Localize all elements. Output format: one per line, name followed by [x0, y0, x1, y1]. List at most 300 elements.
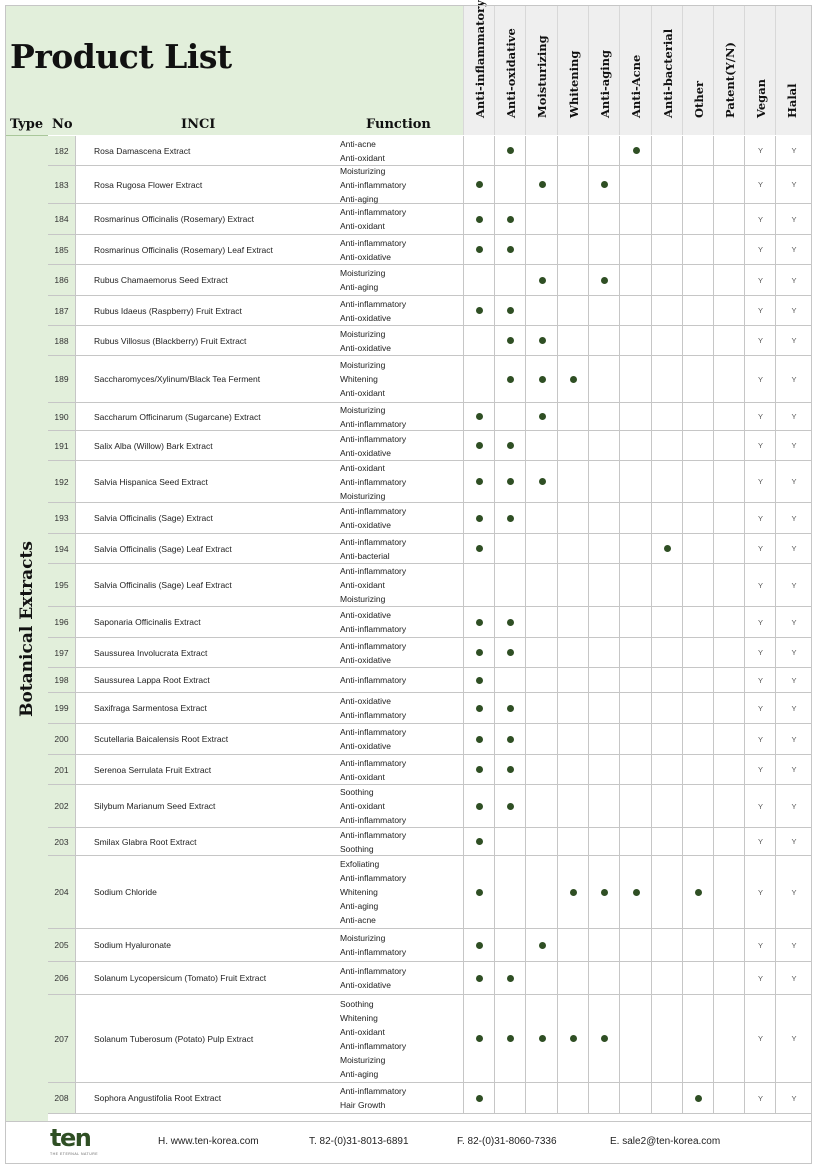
feature-cell — [463, 431, 495, 460]
feature-cell — [619, 668, 652, 692]
feature-dot-icon — [570, 1035, 577, 1042]
feature-dot-icon — [695, 1095, 702, 1102]
type-column — [5, 135, 48, 1122]
feature-cell — [557, 638, 589, 667]
feature-cell — [744, 265, 776, 295]
feature-cell — [463, 607, 495, 637]
function-item: Anti-oxidative — [340, 251, 392, 262]
feature-dot-icon — [476, 307, 483, 314]
function-item: Anti-inflammatory — [340, 873, 407, 883]
feature-cell — [463, 136, 495, 165]
feature-cell — [744, 461, 776, 502]
feature-cell — [525, 995, 558, 1082]
feature-dot-icon — [507, 442, 514, 449]
feature-dot-icon — [695, 889, 702, 896]
vegan-value: Y — [757, 703, 763, 713]
footer-email[interactable]: E. sale2@ten-korea.com — [610, 1136, 721, 1147]
feature-dot-icon — [539, 376, 546, 383]
feature-cell — [713, 403, 745, 430]
feature-cell — [588, 461, 620, 502]
feature-cell — [463, 204, 495, 234]
feature-cell — [525, 668, 558, 692]
feature-dot-icon — [664, 545, 671, 552]
halal-value: Y — [791, 180, 797, 189]
feature-dot-icon — [476, 677, 483, 684]
inci-name: Sodium Chloride — [75, 856, 335, 928]
feature-cell — [494, 962, 526, 994]
feature-cell — [619, 564, 652, 606]
feature-cell — [744, 693, 776, 723]
feature-cell — [557, 1083, 589, 1113]
feature-cell — [713, 503, 745, 533]
vegan-value: Y — [757, 336, 763, 345]
function-item: Moisturizing — [340, 933, 386, 943]
feature-cell — [619, 929, 652, 961]
feature-header-label: Whitening — [566, 50, 581, 118]
row-number: 205 — [48, 929, 75, 961]
halal-value: Y — [791, 973, 797, 983]
feature-dot-icon — [507, 515, 514, 522]
function-item: Anti-oxidative — [340, 741, 392, 751]
function-item: Anti-oxidative — [340, 520, 392, 530]
feature-cell — [525, 326, 558, 355]
inci-name: Saussurea Involucrata Extract — [75, 638, 335, 667]
feature-cell — [525, 204, 558, 234]
feature-cell — [525, 828, 558, 855]
feature-cell — [682, 461, 714, 502]
feature-cell — [651, 461, 683, 502]
feature-cell — [651, 668, 683, 692]
feature-dot-icon — [601, 1035, 608, 1042]
feature-cell — [619, 995, 652, 1082]
feature-cell — [557, 356, 589, 402]
feature-cell — [744, 503, 776, 533]
feature-cell — [682, 136, 714, 165]
column-header-type: Type — [10, 117, 44, 132]
feature-cell — [463, 326, 495, 355]
feature-cell — [494, 534, 526, 563]
vegan-value: Y — [757, 1034, 763, 1043]
feature-cell — [494, 995, 526, 1082]
feature-cell — [651, 785, 683, 827]
feature-dot-icon — [476, 649, 483, 656]
feature-cell — [619, 856, 652, 928]
feature-cell — [494, 166, 526, 203]
function-item: Anti-oxidative — [340, 654, 392, 665]
feature-cell — [463, 1083, 495, 1113]
feature-cell — [744, 534, 776, 563]
feature-cell — [463, 235, 495, 264]
function-list — [335, 564, 463, 606]
feature-cell — [557, 785, 589, 827]
feature-cell — [651, 607, 683, 637]
row-number: 202 — [48, 785, 75, 827]
vegan-value: Y — [757, 887, 763, 897]
vegan-value: Y — [757, 837, 763, 846]
function-item: Anti-oxidant — [340, 1026, 385, 1037]
row-number: 195 — [48, 564, 75, 606]
feature-dot-icon — [570, 376, 577, 383]
feature-cell — [557, 693, 589, 723]
inci-name: Salvia Officinalis (Sage) Leaf Extract — [75, 534, 335, 563]
table-row — [48, 1083, 811, 1114]
table-row — [48, 166, 811, 204]
feature-cell — [775, 607, 812, 637]
feature-cell — [744, 785, 776, 827]
feature-cell — [557, 995, 589, 1082]
table-row — [48, 136, 811, 166]
feature-dot-icon — [476, 413, 483, 420]
feature-cell — [619, 607, 652, 637]
footer — [5, 1121, 811, 1164]
feature-cell — [525, 166, 558, 203]
feature-cell — [588, 607, 620, 637]
function-item: Anti-inflammatory — [340, 727, 407, 737]
feature-cell — [525, 534, 558, 563]
feature-cell — [619, 785, 652, 827]
feature-cell — [525, 638, 558, 667]
feature-cell — [557, 326, 589, 355]
feature-cell — [682, 828, 714, 855]
function-list — [335, 534, 463, 563]
feature-cell — [713, 962, 745, 994]
halal-value: Y — [791, 214, 797, 224]
function-item: Anti-inflammatory — [340, 624, 407, 634]
row-number: 188 — [48, 326, 75, 355]
feature-cell — [651, 265, 683, 295]
inci-name: Salvia Officinalis (Sage) Leaf Extract — [75, 564, 335, 606]
halal-value: Y — [791, 441, 797, 450]
feature-cell — [651, 431, 683, 460]
function-list — [335, 724, 463, 754]
feature-cell — [588, 785, 620, 827]
feature-dot-icon — [476, 889, 483, 896]
feature-cell — [744, 638, 776, 667]
feature-cell — [713, 995, 745, 1082]
function-item: Anti-oxidant — [340, 462, 385, 473]
feature-cell — [619, 755, 652, 784]
table-row — [48, 204, 811, 235]
feature-cell — [682, 296, 714, 325]
halal-value: Y — [791, 940, 797, 950]
function-item: Anti-inflammatory — [340, 947, 407, 957]
feature-cell — [651, 534, 683, 563]
feature-cell — [463, 265, 495, 295]
feature-cell — [651, 356, 683, 402]
feature-cell — [525, 785, 558, 827]
vegan-value: Y — [757, 214, 763, 224]
feature-cell — [713, 265, 745, 295]
feature-header-cell — [494, 5, 526, 135]
feature-cell — [682, 1083, 714, 1113]
feature-cell — [682, 166, 714, 203]
table-row — [48, 785, 811, 828]
inci-name: Rubus Villosus (Blackberry) Fruit Extract — [75, 326, 335, 355]
vegan-value: Y — [757, 617, 763, 627]
feature-dot-icon — [539, 478, 546, 485]
feature-cell — [651, 724, 683, 754]
function-item: Anti-inflammatory — [340, 476, 407, 487]
feature-cell — [494, 856, 526, 928]
vegan-value: Y — [757, 374, 763, 384]
title-block — [5, 5, 463, 135]
feature-cell — [494, 356, 526, 402]
table-row — [48, 995, 811, 1083]
feature-cell — [744, 326, 776, 355]
inci-name: Sodium Hyaluronate — [75, 929, 335, 961]
feature-cell — [713, 564, 745, 606]
feature-cell — [775, 755, 812, 784]
feature-dot-icon — [476, 545, 483, 552]
halal-value: Y — [791, 580, 797, 590]
feature-cell — [651, 828, 683, 855]
feature-cell — [651, 856, 683, 928]
logo-mark: ten — [50, 1124, 91, 1152]
function-item: Anti-oxidative — [340, 696, 392, 706]
feature-cell — [744, 668, 776, 692]
feature-dot-icon — [476, 705, 483, 712]
function-item: Anti-oxidative — [340, 342, 392, 353]
feature-cell — [682, 755, 714, 784]
feature-dot-icon — [507, 736, 514, 743]
feature-cell — [588, 326, 620, 355]
feature-cell — [619, 356, 652, 402]
feature-cell — [744, 755, 776, 784]
feature-cell — [775, 503, 812, 533]
function-list — [335, 929, 463, 961]
feature-cell — [588, 431, 620, 460]
function-item: Anti-oxidant — [340, 801, 385, 811]
feature-cell — [682, 403, 714, 430]
feature-header-label: Anti-oxidative — [503, 28, 518, 118]
feature-cell — [619, 403, 652, 430]
feature-cell — [619, 724, 652, 754]
feature-cell — [713, 929, 745, 961]
feature-cell — [775, 431, 812, 460]
feature-cell — [775, 638, 812, 667]
inci-name: Salix Alba (Willow) Bark Extract — [75, 431, 335, 460]
feature-dot-icon — [476, 1035, 483, 1042]
feature-cell — [525, 962, 558, 994]
halal-value: Y — [791, 617, 797, 627]
row-number: 207 — [48, 995, 75, 1082]
function-item: Whitening — [340, 887, 378, 897]
feature-cell — [463, 564, 495, 606]
table-row — [48, 403, 811, 431]
halal-value: Y — [791, 336, 797, 345]
feature-cell — [682, 503, 714, 533]
inci-name: Saccharum Officinarum (Sugarcane) Extract — [75, 403, 335, 430]
row-number: 196 — [48, 607, 75, 637]
function-list — [335, 755, 463, 784]
feature-header-cell — [525, 5, 558, 135]
function-list — [335, 1083, 463, 1113]
vegan-value: Y — [757, 412, 763, 421]
feature-cell — [494, 296, 526, 325]
feature-header-cell — [463, 0, 495, 135]
feature-cell — [744, 962, 776, 994]
footer-homepage[interactable]: H. www.ten-korea.com — [158, 1136, 259, 1147]
table-row — [48, 356, 811, 403]
row-number: 208 — [48, 1083, 75, 1113]
feature-dot-icon — [507, 307, 514, 314]
feature-cell — [713, 136, 745, 165]
company-logo — [50, 1126, 120, 1160]
inci-name: Sophora Angustifolia Root Extract — [75, 1083, 335, 1113]
feature-header-label: Anti-aging — [597, 49, 612, 118]
feature-cell — [651, 296, 683, 325]
feature-cell — [651, 136, 683, 165]
feature-dot-icon — [507, 147, 514, 154]
inci-name: Saxifraga Sarmentosa Extract — [75, 693, 335, 723]
feature-cell — [619, 962, 652, 994]
halal-value: Y — [791, 703, 797, 713]
table-row — [48, 461, 811, 503]
feature-cell — [494, 929, 526, 961]
feature-cell — [682, 856, 714, 928]
feature-header-label: Vegan — [753, 78, 768, 118]
function-item: Anti-oxidant — [340, 580, 385, 590]
vegan-value: Y — [757, 513, 763, 523]
function-list — [335, 856, 463, 928]
feature-cell — [682, 235, 714, 264]
table-row — [48, 503, 811, 534]
feature-cell — [775, 668, 812, 692]
row-number: 198 — [48, 668, 75, 692]
function-item: Anti-inflammatory — [340, 1086, 407, 1096]
vegan-value: Y — [757, 1093, 763, 1103]
function-list — [335, 638, 463, 667]
footer-fax: F. 82-(0)31-8060-7336 — [457, 1136, 557, 1147]
feature-cell — [744, 607, 776, 637]
feature-cell — [651, 326, 683, 355]
feature-cell — [557, 755, 589, 784]
feature-cell — [463, 403, 495, 430]
halal-value: Y — [791, 245, 797, 254]
feature-cell — [651, 755, 683, 784]
feature-cell — [713, 755, 745, 784]
feature-cell — [525, 755, 558, 784]
feature-cell — [682, 962, 714, 994]
feature-cell — [525, 1083, 558, 1113]
inci-name: Solanum Lycopersicum (Tomato) Fruit Extract — [75, 962, 335, 994]
logo-tagline: THE ETERNAL NATURE — [50, 1152, 99, 1156]
feature-cell — [463, 724, 495, 754]
feature-cell — [525, 564, 558, 606]
table-row — [48, 828, 811, 856]
feature-cell — [557, 534, 589, 563]
inci-name: Salvia Hispanica Seed Extract — [75, 461, 335, 502]
feature-cell — [557, 461, 589, 502]
vegan-value: Y — [757, 648, 763, 657]
feature-dot-icon — [539, 1035, 546, 1042]
feature-cell — [588, 962, 620, 994]
feature-cell — [619, 693, 652, 723]
function-item: Anti-aging — [340, 901, 379, 911]
feature-cell — [619, 638, 652, 667]
feature-cell — [713, 668, 745, 692]
row-number: 190 — [48, 403, 75, 430]
table-row — [48, 693, 811, 724]
feature-cell — [775, 296, 812, 325]
halal-value: Y — [791, 275, 797, 285]
feature-cell — [588, 755, 620, 784]
vegan-value: Y — [757, 245, 763, 254]
row-number: 189 — [48, 356, 75, 402]
page-title: Product List — [10, 37, 232, 76]
feature-header-label: Anti-Acne — [629, 54, 643, 118]
feature-cell — [651, 235, 683, 264]
feature-cell — [651, 962, 683, 994]
halal-value: Y — [791, 477, 797, 486]
feature-cell — [775, 534, 812, 563]
inci-name: Rubus Chamaemorus Seed Extract — [75, 265, 335, 295]
feature-dot-icon — [476, 975, 483, 982]
feature-cell — [557, 564, 589, 606]
feature-cell — [682, 204, 714, 234]
column-header-no: No — [52, 117, 73, 132]
feature-cell — [463, 668, 495, 692]
vegan-value: Y — [757, 940, 763, 950]
feature-cell — [588, 929, 620, 961]
table-row — [48, 431, 811, 461]
feature-cell — [557, 724, 589, 754]
feature-cell — [463, 929, 495, 961]
feature-cell — [651, 693, 683, 723]
feature-cell — [525, 607, 558, 637]
function-item: Anti-oxidative — [340, 312, 392, 323]
feature-dot-icon — [476, 1095, 483, 1102]
row-number: 204 — [48, 856, 75, 928]
feature-cell — [525, 856, 558, 928]
table-row — [48, 235, 811, 265]
feature-cell — [775, 962, 812, 994]
feature-dot-icon — [476, 181, 483, 188]
feature-cell — [619, 431, 652, 460]
feature-cell — [588, 204, 620, 234]
feature-cell — [588, 265, 620, 295]
feature-cell — [713, 693, 745, 723]
feature-dot-icon — [476, 838, 483, 845]
feature-cell — [744, 856, 776, 928]
feature-cell — [588, 856, 620, 928]
function-item: Moisturizing — [340, 328, 386, 339]
feature-cell — [557, 828, 589, 855]
feature-dot-icon — [539, 277, 546, 284]
feature-dot-icon — [476, 766, 483, 773]
feature-cell — [494, 564, 526, 606]
feature-dot-icon — [507, 803, 514, 810]
feature-cell — [744, 995, 776, 1082]
feature-dot-icon — [570, 889, 577, 896]
halal-value: Y — [791, 734, 797, 744]
feature-cell — [682, 534, 714, 563]
feature-cell — [619, 166, 652, 203]
feature-cell — [713, 724, 745, 754]
feature-cell — [557, 296, 589, 325]
table-row — [48, 638, 811, 668]
inci-name: Scutellaria Baicalensis Root Extract — [75, 724, 335, 754]
feature-cell — [713, 534, 745, 563]
function-item: Anti-inflammatory — [340, 418, 407, 429]
table-row — [48, 929, 811, 962]
feature-cell — [557, 607, 589, 637]
feature-header-cell — [775, 5, 807, 135]
feature-dot-icon — [601, 277, 608, 284]
feature-cell — [713, 166, 745, 203]
row-number: 197 — [48, 638, 75, 667]
feature-cell — [588, 235, 620, 264]
